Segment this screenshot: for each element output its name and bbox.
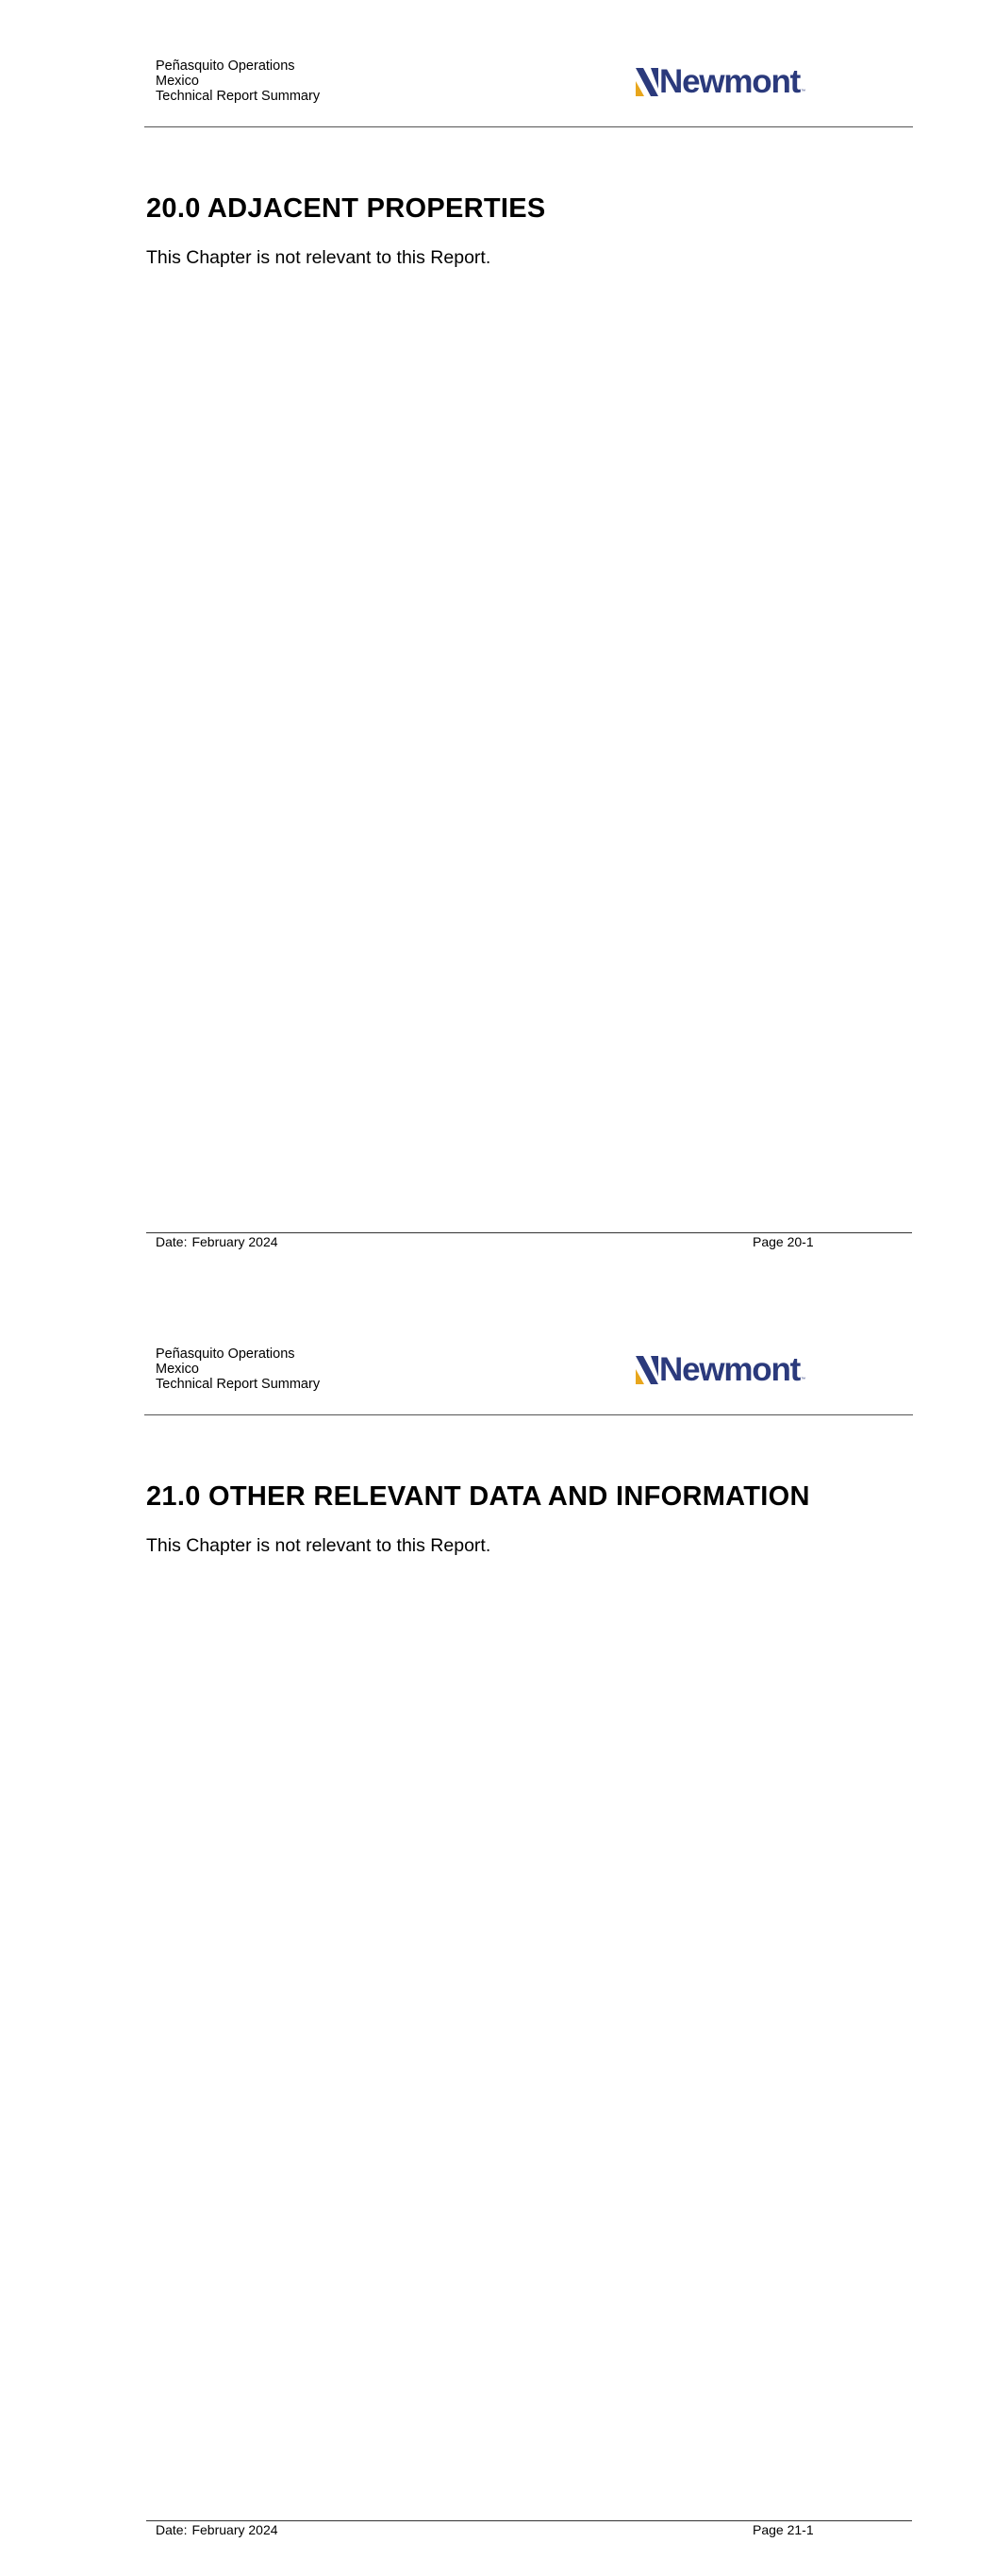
chapter-title: 21.0 OTHER RELEVANT DATA AND INFORMATION bbox=[146, 1481, 810, 1512]
footer-page-number: Page 20-1 bbox=[753, 1234, 814, 1249]
logo-wordmark: Newmont bbox=[659, 1351, 801, 1388]
footer-date-label: Date: bbox=[156, 1234, 188, 1249]
chapter-body-text: This Chapter is not relevant to this Report. bbox=[146, 247, 491, 268]
header-operation-name: Peñasquito Operations bbox=[156, 1347, 295, 1362]
footer-date-value: February 2024 bbox=[191, 1234, 278, 1249]
header-divider bbox=[144, 126, 913, 127]
newmont-logo bbox=[636, 63, 806, 100]
header-operation-name: Peñasquito Operations bbox=[156, 59, 295, 74]
footer-date-label: Date: bbox=[156, 2522, 188, 2537]
footer-divider bbox=[146, 2520, 912, 2521]
header-country: Mexico bbox=[156, 74, 199, 89]
footer-divider bbox=[146, 1232, 912, 1233]
logo-trademark: ™ bbox=[801, 1377, 806, 1382]
header-report-type: Technical Report Summary bbox=[156, 1377, 321, 1392]
logo-trademark: ™ bbox=[801, 89, 806, 94]
chapter-title: 20.0 ADJACENT PROPERTIES bbox=[146, 193, 546, 224]
header-divider bbox=[144, 1414, 913, 1415]
chapter-body-text: This Chapter is not relevant to this Report. bbox=[146, 1535, 491, 1556]
report-header-info bbox=[156, 1347, 320, 1392]
report-header-info bbox=[156, 59, 320, 104]
footer-date-value: February 2024 bbox=[191, 2522, 278, 2537]
document-page bbox=[0, 1288, 995, 2576]
footer-date bbox=[156, 1234, 278, 1249]
header-country: Mexico bbox=[156, 1362, 199, 1377]
logo-wordmark: Newmont bbox=[659, 63, 801, 100]
footer-page-number: Page 21-1 bbox=[753, 2522, 814, 2537]
footer-date bbox=[156, 2522, 278, 2537]
newmont-mark-icon bbox=[636, 1356, 658, 1384]
newmont-logo bbox=[636, 1351, 806, 1388]
newmont-mark-icon bbox=[636, 68, 658, 96]
header-report-type: Technical Report Summary bbox=[156, 89, 321, 104]
